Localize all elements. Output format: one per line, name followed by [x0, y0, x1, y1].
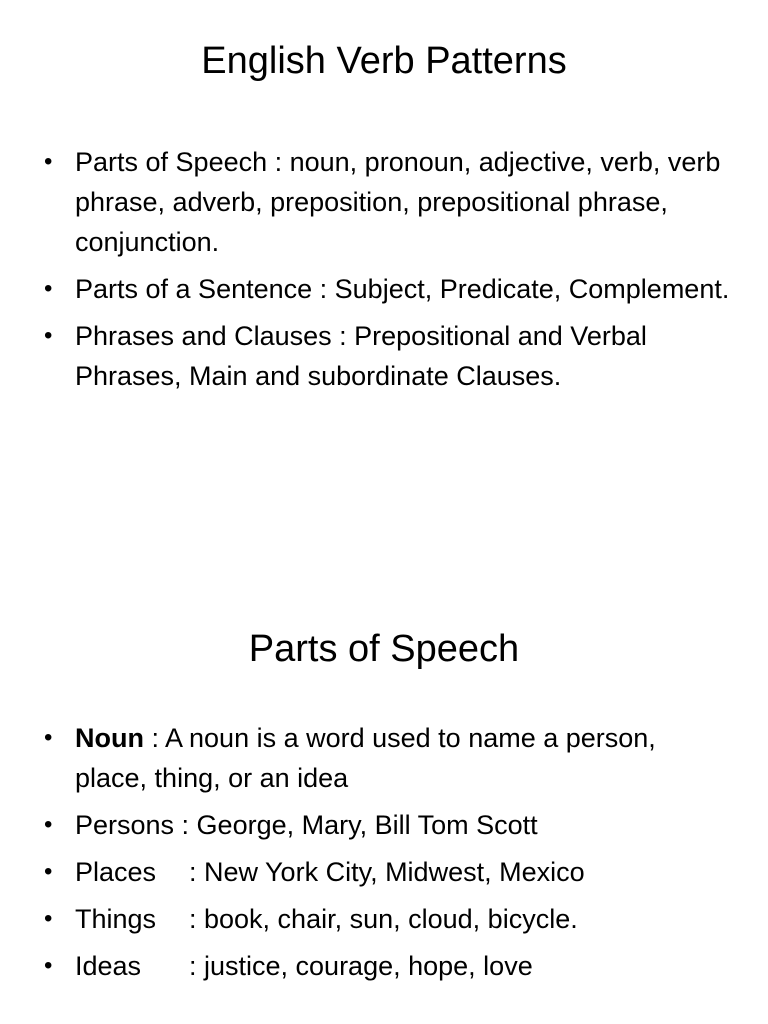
bullet-noun [44, 718, 734, 798]
ideas-value: : justice, courage, hope, love [189, 951, 533, 981]
bullet-list [44, 142, 734, 403]
bullet-ideas [44, 946, 734, 986]
bullet-icon: • [44, 148, 53, 175]
bullet-phrases-clauses [44, 316, 734, 396]
noun-term: Noun [75, 723, 144, 753]
bullet-icon: • [44, 858, 53, 885]
bullet-text: Parts of Speech : noun, pronoun, adjective, verb, verb phrase, adverb, preposition, prepositional phrase, conjunction. [75, 147, 721, 257]
bullet-list [44, 718, 734, 993]
places-label: Places [75, 857, 157, 887]
places-value: : New York City, Midwest, Mexico [189, 857, 585, 887]
things-label: Things [75, 904, 157, 934]
slide-parts-of-speech [0, 512, 768, 1024]
bullet-persons [44, 805, 734, 845]
bullet-icon: • [44, 905, 53, 932]
bullet-parts-of-sentence [44, 269, 734, 309]
bullet-icon: • [44, 811, 53, 838]
bullet-places [44, 852, 734, 892]
bullet-text: Phrases and Clauses : Prepositional and Verbal Phrases, Main and subordinate Clauses. [75, 321, 647, 391]
bullet-icon: • [44, 275, 53, 302]
slide-title: English Verb Patterns [201, 40, 567, 82]
slide-title: Parts of Speech [248, 628, 520, 670]
ideas-label: Ideas [75, 951, 142, 981]
bullet-icon: • [44, 952, 53, 979]
bullet-parts-of-speech [44, 142, 734, 262]
things-value: : book, chair, sun, cloud, bicycle. [189, 904, 578, 934]
bullet-icon: • [44, 724, 53, 751]
noun-definition: : A noun is a word used to name a person, place, thing, or an idea [75, 723, 656, 793]
persons-text: Persons : George, Mary, Bill Tom Scott [75, 810, 538, 840]
bullet-things [44, 899, 734, 939]
bullet-icon: • [44, 322, 53, 349]
bullet-text: Parts of a Sentence : Subject, Predicate, Complement. [75, 274, 730, 304]
